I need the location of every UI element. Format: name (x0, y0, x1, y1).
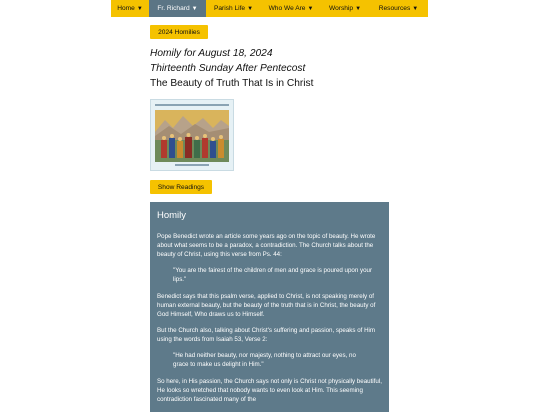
homily-heading: Homily (157, 210, 187, 221)
nav-item-home[interactable] (111, 0, 149, 17)
chevron-down-icon: ▼ (412, 5, 419, 12)
homily-quote: "You are the fairest of the children of men and grace is poured upon your lips." (173, 267, 373, 283)
nav-item-label: Fr. Richard (157, 5, 190, 12)
nav-item-resources[interactable] (369, 0, 428, 17)
homily-paragraph: But the Church also, talking about Christ's suffering and passion, speaks of Him using the words from Isaiah 53, Verse 2: (157, 327, 376, 343)
chevron-down-icon: ▼ (355, 5, 362, 12)
chevron-down-icon: ▼ (136, 5, 143, 12)
nav-item-label: Who We Are (268, 5, 306, 12)
homily-quote: "He had neither beauty, nor majesty, nothing to attract our eyes, no grace to make us delight in Him." (173, 352, 356, 368)
homilies-2024-button[interactable]: 2024 Homilies (150, 25, 208, 39)
nav-item-parish-life[interactable] (206, 0, 261, 17)
homily-paragraph: Pope Benedict wrote an article some years ago on the topic of beauty. He wrote about what seems to be a paradox, a contradiction. The Church talks about the beauty of Christ, using this verse from Ps. 44: (157, 233, 376, 258)
homily-title: The Beauty of Truth That Is in Christ (150, 78, 314, 89)
show-readings-button[interactable]: Show Readings (150, 180, 212, 194)
nav-item-who-we-are[interactable] (261, 0, 321, 17)
nav-item-label: Worship (328, 5, 354, 12)
homily-paragraph: So here, in His passion, the Church says not only is Christ not physically beautiful, He looks so wretched that nobody wants to even look at Him. This seeming contradiction fascinated many of the (157, 378, 382, 403)
homily-date-title: Homily for August 18, 2024 (150, 48, 273, 59)
nav-item-worship[interactable] (321, 0, 369, 17)
liturgical-day-title: Thirteenth Sunday After Pentecost (150, 63, 306, 74)
nav-item-fr-richard[interactable] (149, 0, 206, 17)
main-nav (111, 0, 428, 17)
chevron-down-icon: ▼ (247, 5, 254, 12)
nav-item-label: Parish Life (213, 5, 246, 12)
chevron-down-icon: ▼ (307, 5, 314, 12)
icon-painting (155, 110, 229, 162)
thumbnail-caption-top (155, 104, 229, 106)
homily-panel (150, 202, 389, 412)
homily-paragraph: Benedict says that this psalm verse, applied to Christ, is not speaking merely of human external beauty, but the beauty of the truth that is in Christ, the beauty of God Himself, Who draws us to Himself. (157, 293, 376, 318)
nav-item-label: Resources (378, 5, 411, 12)
thumbnail-caption-bottom (175, 164, 209, 166)
chevron-down-icon: ▼ (191, 5, 198, 12)
nav-item-label: Home (117, 5, 135, 12)
icon-image-thumbnail[interactable] (150, 99, 234, 171)
